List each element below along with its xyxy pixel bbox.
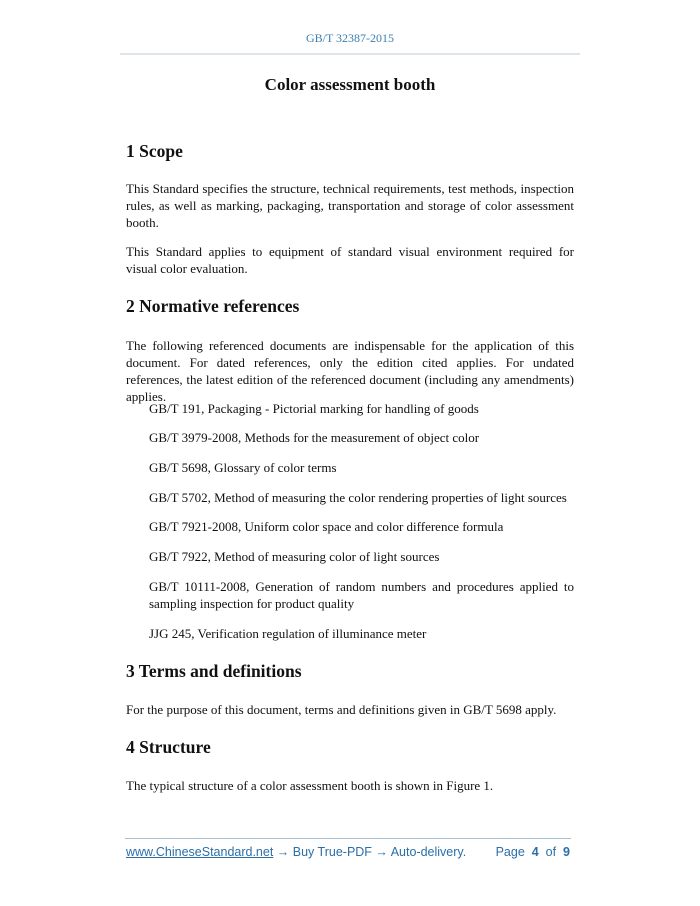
reference-item: GB/T 10111-2008, Generation of random numbers and procedures applied to sampling inspection for product quality — [149, 579, 574, 611]
footer-promo — [126, 845, 466, 859]
reference-item: GB/T 191, Packaging - Pictorial marking for handling of goods — [149, 401, 479, 416]
footer-divider — [125, 838, 571, 839]
reference-item: GB/T 7922, Method of measuring color of light sources — [149, 549, 440, 564]
header-divider — [120, 53, 580, 55]
section-heading-terms-and-definitions: 3 Terms and definitions — [126, 661, 302, 681]
reference-item: JJG 245, Verification regulation of illuminance meter — [149, 626, 427, 641]
header-standard-code: GB/T 32387-2015 — [305, 31, 395, 45]
section-heading-structure: 4 Structure — [126, 737, 211, 757]
footer — [126, 845, 570, 859]
footer-promo-text: → Buy True-PDF → Auto-delivery. — [273, 845, 467, 859]
reference-item: GB/T 7921-2008, Uniform color space and color difference formula — [149, 519, 504, 534]
paragraph: For the purpose of this document, terms and definitions given in GB/T 5698 apply. — [126, 702, 557, 717]
paragraph: This Standard applies to equipment of standard visual environment required for visual color evaluation. — [126, 244, 574, 276]
paragraph: The typical structure of a color assessment booth is shown in Figure 1. — [126, 778, 494, 793]
page-number: 4 — [531, 845, 539, 859]
reference-item: GB/T 5698, Glossary of color terms — [149, 460, 337, 475]
section-heading-normative-references: 2 Normative references — [126, 296, 300, 316]
reference-item: GB/T 5702, Method of measuring the color rendering properties of light sources — [149, 490, 567, 505]
paragraph: This Standard specifies the structure, technical requirements, test methods, inspection rules, as well as marking, packaging, transportation and storage of color assessment booth. — [126, 181, 574, 230]
of-label: of — [545, 845, 557, 859]
document-title: Color assessment booth — [264, 75, 436, 94]
footer-site-link[interactable]: www.ChineseStandard.net — [126, 845, 274, 859]
page-label: Page — [495, 845, 525, 859]
page-total: 9 — [563, 845, 570, 859]
section-heading-scope: 1 Scope — [126, 141, 183, 161]
reference-item: GB/T 3979-2008, Methods for the measurement of object color — [149, 430, 480, 445]
page-indicator — [496, 845, 570, 859]
paragraph: The following referenced documents are indispensable for the application of this document. For dated references, only the edition cited applies. For undated references, the latest edition of the referenced document (including any amendments) applies. — [126, 338, 574, 404]
